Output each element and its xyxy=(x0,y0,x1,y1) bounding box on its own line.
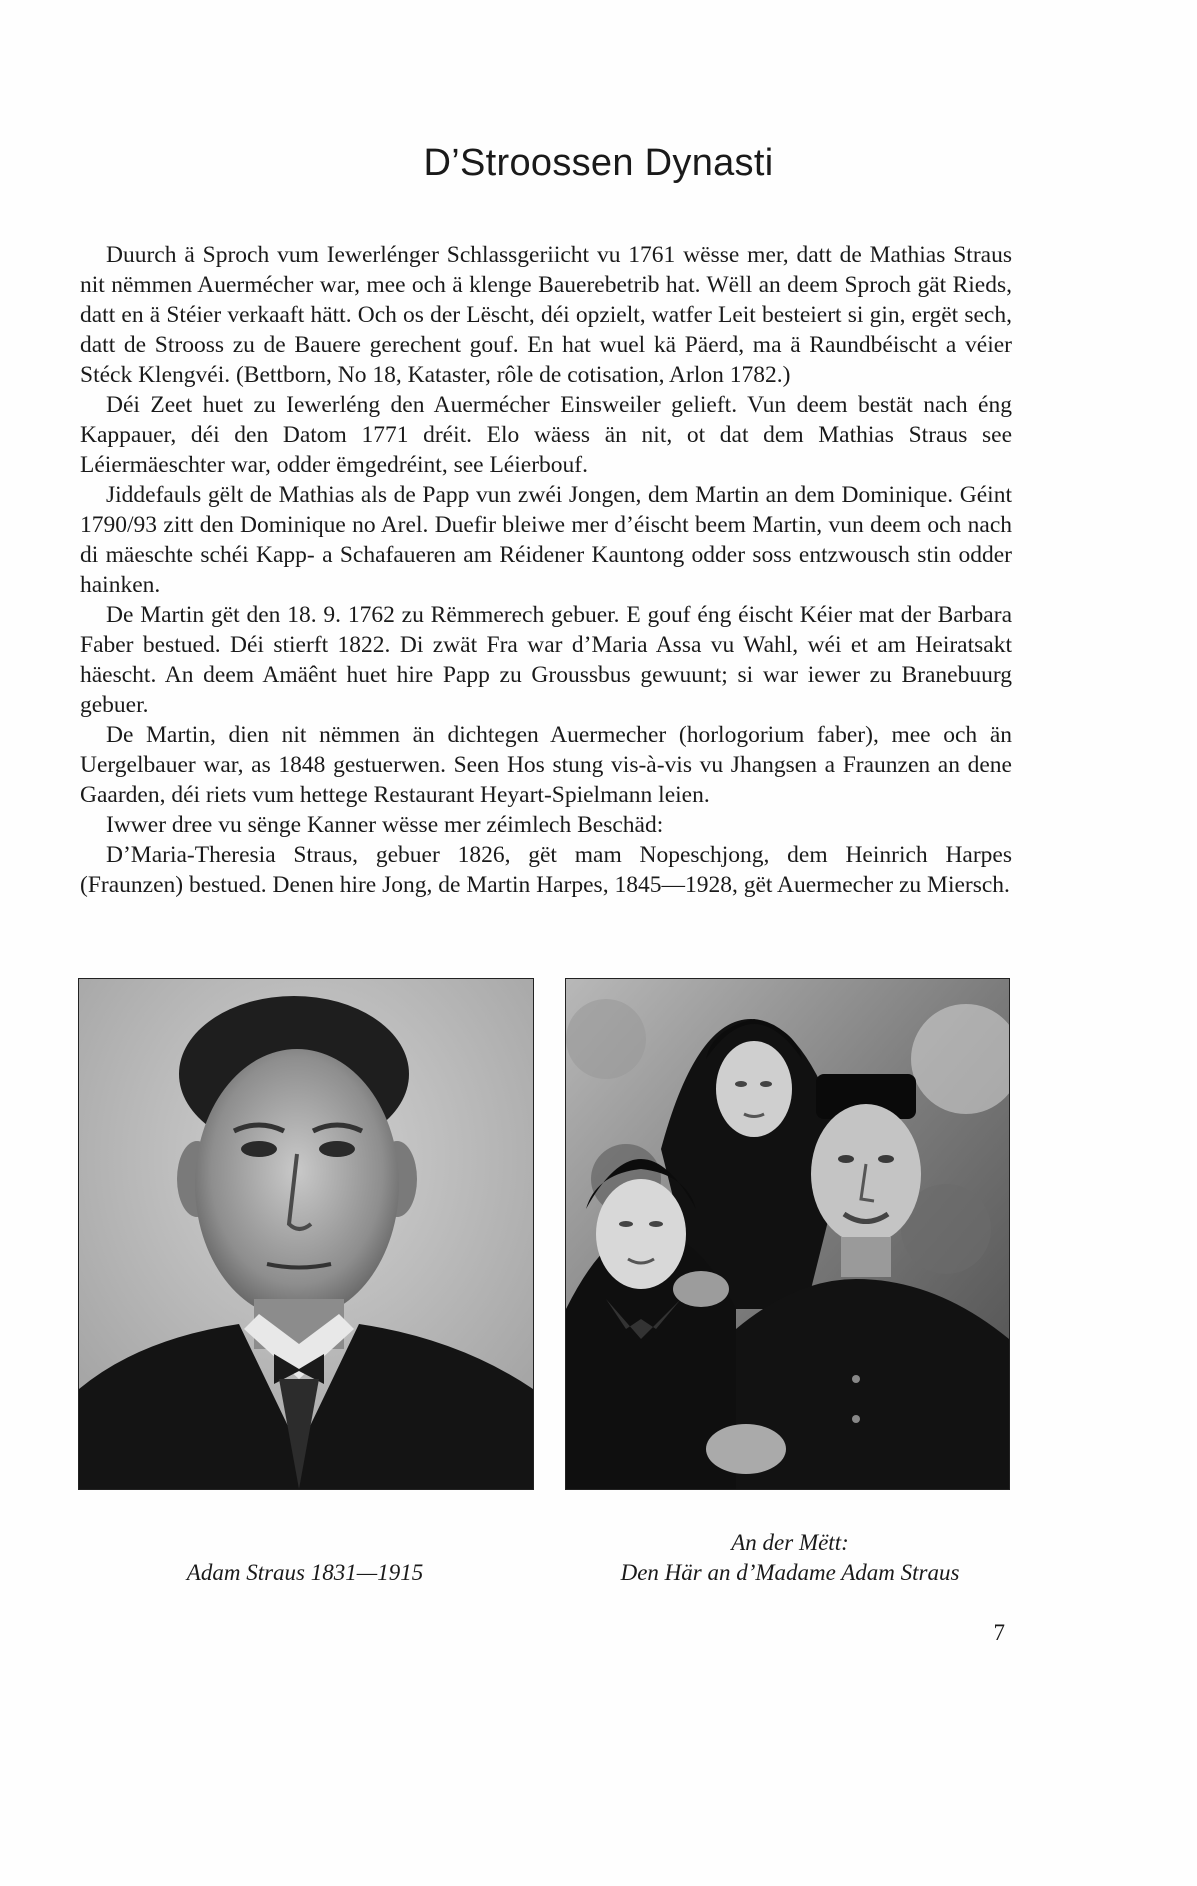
paragraph: Duurch ä Sproch vum Iewerlénger Schlassgeriicht vu 1761 wësse mer, datt de Mathias Straus nit nëmmen Auermécher war, mee och ä klenge Bauerebetrib hat. Wëll an deem Sproch gät Rieds, datt en ä Stéier verkaaft hätt. Och os der Lëscht, déi opzielt, watfer Leit besteiert si gin, ergët sech, datt de Strooss zu de Bauere gerechent gouf. En hat wuel kä Päerd, ma ä Raundbéischt a véier Stéck Klengvéi. (Bettborn, No 18, Kataster, rôle de cotisation, Arlon 1782.) xyxy=(80,242,1012,388)
group-photo-couple xyxy=(565,978,1010,1490)
portrait-photo-man xyxy=(78,978,534,1490)
portrait-illustration xyxy=(79,979,533,1489)
caption-right-line-1: An der Mëtt: xyxy=(731,1530,849,1555)
paragraph: Déi Zeet huet zu Iewerléng den Auermécher Einsweiler gelieft. Vun deem bestät nach éng Kappauer, déi den Datom 1771 dréit. Elo wäess än nit, ot dat dem Mathias Straus see Léiermäeschter war, odder ëmgedréint, see Léierbouf. xyxy=(80,392,1012,478)
group-illustration xyxy=(566,979,1009,1489)
caption-left: Adam Straus 1831—1915 xyxy=(186,1560,424,1585)
page-title: D’Stroossen Dynasti xyxy=(423,142,774,184)
paragraph: De Martin gët den 18. 9. 1762 zu Rëmmerech gebuer. E gouf éng éischt Kéier mat der Barbara Faber bestued. Déi stierft 1822. Di zwät Fra war d’Maria Assa vu Wahl, wéi et am Heiratsakt häescht. An deem Amäênt huet hire Papp zu Groussbus gewuunt; si war iewer zu Branebuurg gebuer. xyxy=(80,602,1012,718)
paragraph: De Martin, dien nit nëmmen än dichtegen Auermecher (horlogorium faber), mee och än Uergelbauer war, as 1848 gestuerwen. Seen Hos stung vis-à-vis vu Jhangsen a Fraunzen an dene Gaarden, déi riets vum hettege Restaurant Heyart-Spielmann leien. xyxy=(80,722,1012,808)
caption-right xyxy=(560,1528,1020,1588)
page-number: 7 xyxy=(993,1620,1005,1645)
paragraph: D’Maria-Theresia Straus, gebuer 1826, gët mam Nopeschjong, dem Heinrich Harpes (Fraunzen) bestued. Denen hire Jong, de Martin Harpes, 1845—1928, gët Auermecher zu Miersch. xyxy=(80,842,1012,898)
paragraph: Iwwer dree vu sënge Kanner wësse mer zéimlech Beschäd: xyxy=(106,812,664,838)
article-body xyxy=(80,240,1012,900)
caption-right-line-2: Den Här an d’Madame Adam Straus xyxy=(620,1560,960,1585)
paragraph: Jiddefauls gëlt de Mathias als de Papp vun zwéi Jongen, dem Martin an dem Dominique. Géint 1790/93 zitt den Dominique no Arel. Duefir bleiwe mer d’éischt beem Martin, vun deem och nach di mäeschte schéi Kapp- a Schafaueren am Réidener Kauntong odder soss entzwousch stin odder hainken. xyxy=(80,482,1012,598)
